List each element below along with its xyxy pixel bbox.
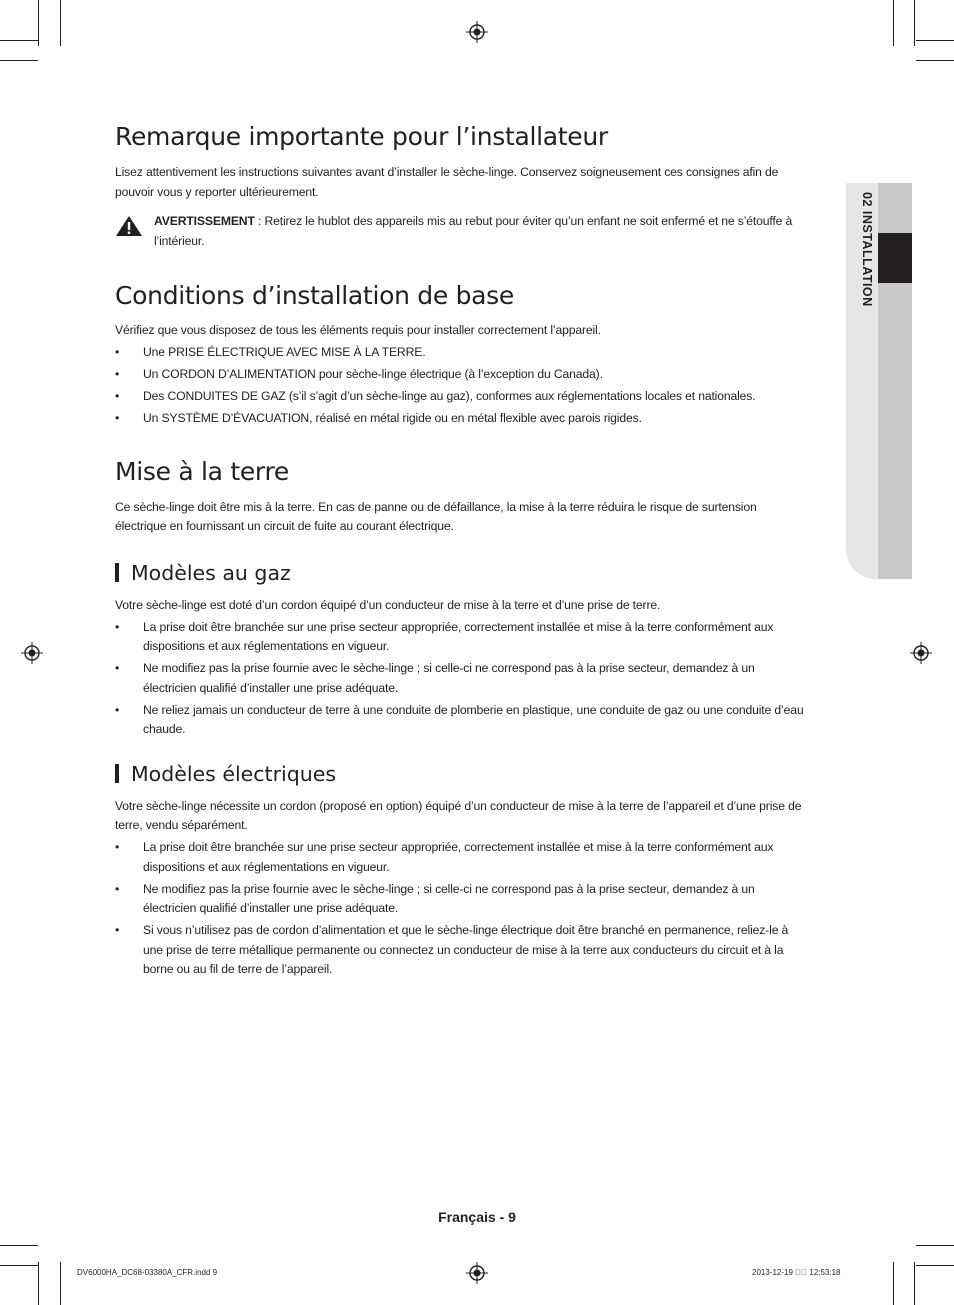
warning-label: AVERTISSEMENT [154,214,255,228]
crop-mark [0,1245,38,1246]
electric-list [115,838,807,980]
section-title: Mise à la terre [115,456,289,486]
print-slug-file: DV6000HA_DC68-03380A_CFR.indd 9 [77,1268,218,1277]
crop-mark [60,0,61,46]
crop-mark [916,1245,954,1246]
registration-mark-icon [466,21,488,43]
registration-mark-icon [466,1262,488,1284]
section-electric-models [115,760,807,980]
list-item: • La prise doit être branchée sur une prise secteur appropriée, correctement installée et mise à la terre conformément aux dispositions et aux réglementations en vigueur. [115,838,807,877]
crop-mark [0,40,38,41]
crop-mark [893,0,894,46]
list-item: • Une PRISE ÉLECTRIQUE AVEC MISE À LA TERRE. [115,343,807,363]
gas-list [115,618,807,740]
subsection-title-text: Modèles au gaz [131,560,291,585]
heading-bar [115,563,119,582]
page-number: Français - 9 [438,1209,516,1225]
warning-body: : Retirez le hublot des appareils mis au rebut pour éviter qu’un enfant ne soit enfermé et ne s’étouffe à l’intérieur. [154,214,793,248]
heading-bar [115,764,119,783]
chapter-tab-marker [878,233,912,283]
crop-mark [914,0,915,46]
registration-mark-icon [21,642,43,664]
section-title: Conditions d’installation de base [115,281,514,310]
crop-mark [0,1265,38,1266]
chapter-tab-label: 02 INSTALLATION [860,192,874,307]
section-base-conditions [115,279,807,429]
section-intro: Votre sèche-linge nécessite un cordon (proposé en option) équipé d’un conducteur de mise à la terre de l’appareil et d’une prise de terre, vendu séparément. [115,798,802,832]
list-item: • Un SYSTÈME D’ÉVACUATION, réalisé en métal rigide ou en métal flexible avec parois rigides. [115,409,807,429]
crop-mark [38,1262,39,1305]
warning-text [154,212,807,251]
section-grounding [115,455,807,537]
list-item: • Ne reliez jamais un conducteur de terre à une conduite de plomberie en plastique, une conduite de gaz ou une conduite d’eau chaude. [115,701,807,740]
registration-mark-icon [910,642,932,664]
section-title: Remarque importante pour l’installateur [115,122,608,151]
crop-mark [60,1262,61,1305]
list-item: • Si vous n’utilisez pas de cordon d’alimentation et que le sèche-linge électrique doit être branché en permanence, reliez-le à une prise de terre métallique permanente ou connectez un conducteur de mise à la terre aux conducteurs du circuit et à la borne ou au fil de terre de l’appareil. [115,921,807,980]
crop-mark [0,60,38,61]
requirements-list [115,343,807,429]
subsection-title [115,559,807,587]
crop-mark [916,1265,954,1266]
crop-mark [38,0,39,46]
section-intro: Ce sèche-linge doit être mis à la terre. En cas de panne ou de défaillance, la mise à la terre réduira le risque de surtension électrique en fournissant un circuit de fuite au courant électrique. [115,499,757,533]
warning-triangle-icon [115,215,143,237]
crop-mark [916,60,954,61]
section-gas-models [115,559,807,740]
subsection-title [115,760,807,788]
list-item: • Ne modifiez pas la prise fournie avec le sèche-linge ; si celle-ci ne correspond pas à la prise secteur, demandez à un électricien qualifié d’installer une prise adéquate. [115,659,807,698]
warning-note [115,212,807,251]
list-item: • La prise doit être branchée sur une prise secteur appropriée, correctement installée et mise à la terre conformément aux dispositions et aux réglementations en vigueur. [115,618,807,657]
subsection-title-text: Modèles électriques [131,761,337,786]
crop-mark [914,1262,915,1305]
section-intro: Vérifiez que vous disposez de tous les éléments requis pour installer correctement l’appareil. [115,323,601,337]
section-intro: Lisez attentivement les instructions suivantes avant d’installer le sèche-linge. Conservez soigneusement ces consignes afin de pouvoir vous y reporter ultérieurement. [115,165,779,199]
list-item: • Ne modifiez pas la prise fournie avec le sèche-linge ; si celle-ci ne correspond pas à la prise secteur, demandez à un électricien qualifié d’installer une prise adéquate. [115,880,807,919]
crop-mark [916,40,954,41]
page-content [115,120,807,980]
crop-mark [893,1262,894,1305]
section-intro: Votre sèche-linge est doté d’un cordon équipé d’un conducteur de mise à la terre et d’une prise de terre. [115,597,661,612]
list-item: • Un CORDON D’ALIMENTATION pour sèche-linge électrique (à l’exception du Canada). [115,365,807,385]
section-installer-note [115,120,807,251]
list-item: • Des CONDUITES DE GAZ (s’il s’agit d’un sèche-linge au gaz), conformes aux réglementations locales et nationales. [115,387,807,407]
print-slug-date: 2013-12-19 ￿￿ 12:53:18 [752,1268,841,1277]
